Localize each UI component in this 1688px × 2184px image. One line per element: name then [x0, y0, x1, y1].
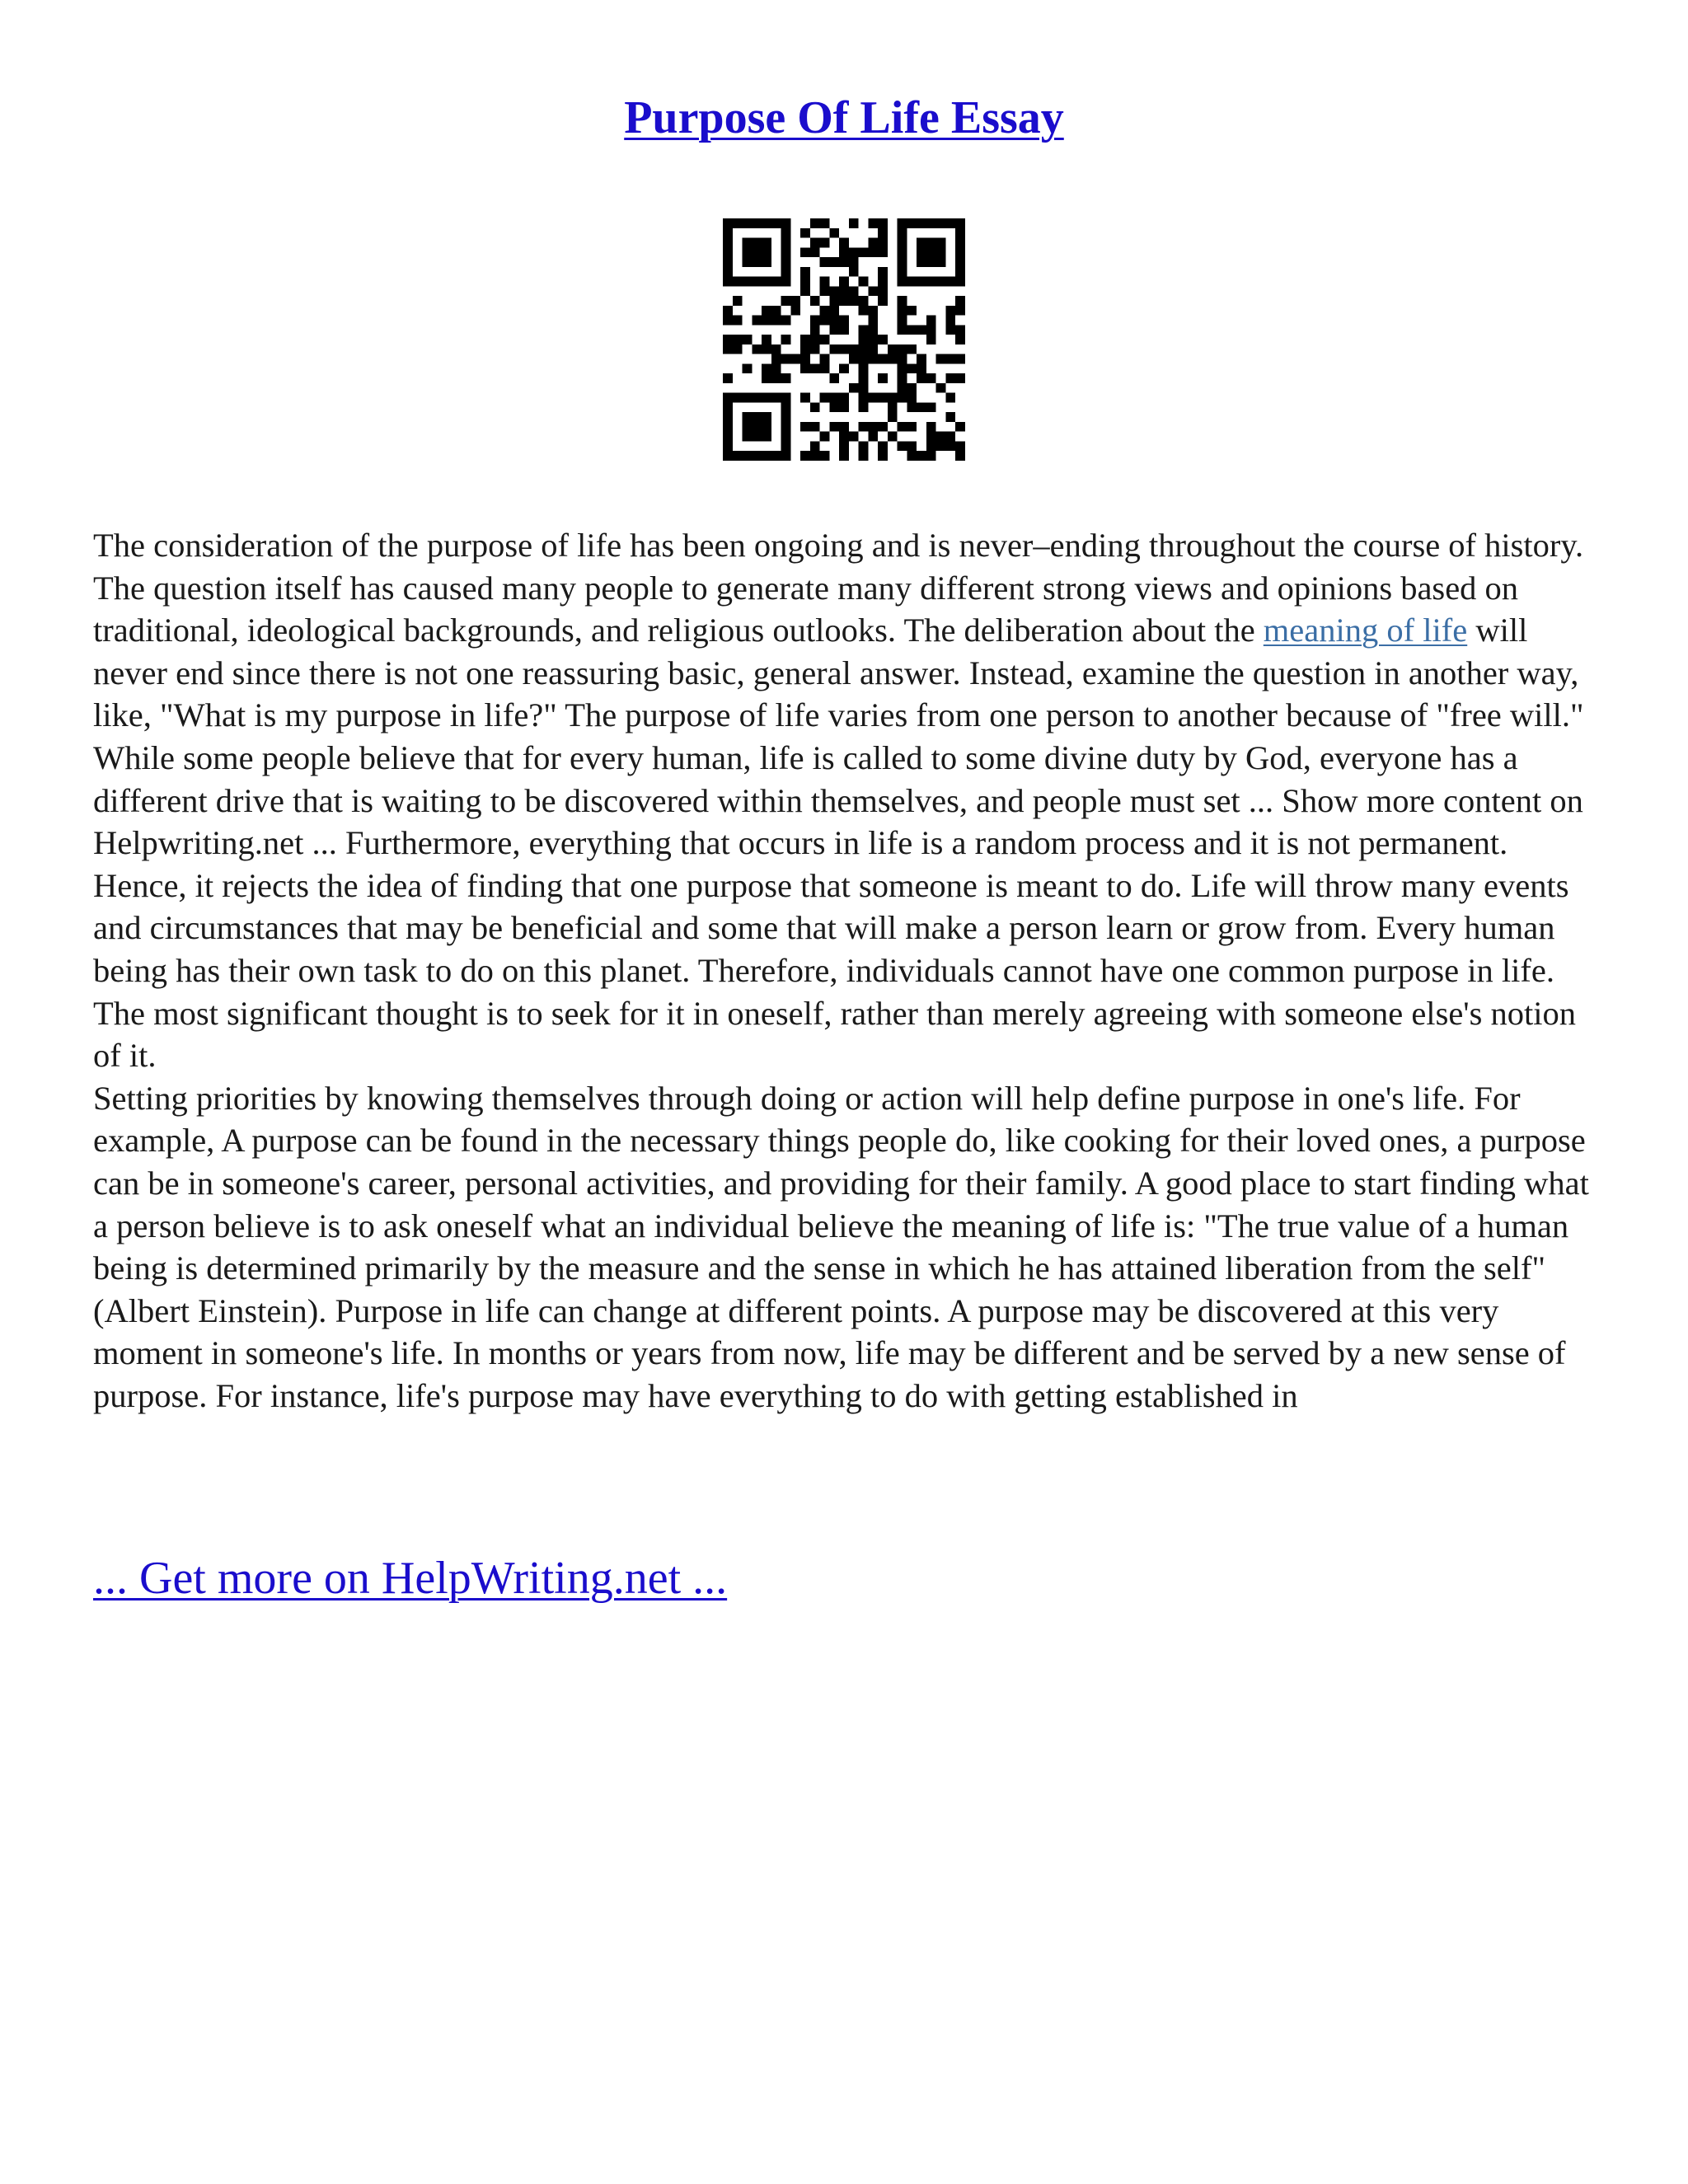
get-more-link[interactable]: ... Get more on HelpWriting.net ... [93, 1553, 728, 1604]
meaning-of-life-link[interactable]: meaning of life [1263, 612, 1468, 649]
essay-body [93, 524, 1601, 1417]
page-title [0, 89, 1688, 147]
paragraph-2: Setting priorities by knowing themselves through doing or action will help define purpose in one's life. For example, A purpose can be found in the necessary things people do, like cooking for their loved ones, a purpose can be in someone's career, personal activities, and providing for their family. A good place to start finding what a person believe is to ask oneself what an individual believe the meaning of life is: "The true value of a human being is determined primarily by the measure and the sense in which he has attained liberation from the self" (Albert Einstein). Purpose in life can change at different points. A purpose may be discovered at this very moment in someone's life. In months or years from now, life may be different and be served by a new sense of purpose. For instance, life's purpose may have everything to do with getting established in [93, 1079, 1589, 1414]
title-link[interactable]: Purpose Of Life Essay [624, 92, 1064, 143]
qr-code-icon [723, 218, 965, 461]
paragraph-1: The consideration of the purpose of life has been ongoing and is never–ending throughout the course of history. The question itself has caused many people to generate many different strong views and opinions based on traditional, ideological backgrounds, and religious outlooks. The deliberation about the meaning of life will never end since there is not one reassuring basic, general answer. Instead, examine the question in another way, like, "What is my purpose in life?" The purpose of life varies from one person to another because of "free will." While some people believe that for every human, life is called to some divine duty by God, everyone has a different drive that is waiting to be discovered within themselves, and people must set ... Show more content on Helpwriting.net ... Furthermore, everything that occurs in life is a random process and it is not permanent. Hence, it rejects the idea of finding that one purpose that someone is meant to do. Life will throw many events and circumstances that may be beneficial and some that will make a person learn or grow from. Every human being has their own task to do on this planet. Therefore, individuals cannot have one common purpose in life. The most significant thought is to seek for it in oneself, rather than merely agreeing with someone else's notion of it. [93, 527, 1584, 1075]
get-more-link-container [93, 1549, 727, 1607]
